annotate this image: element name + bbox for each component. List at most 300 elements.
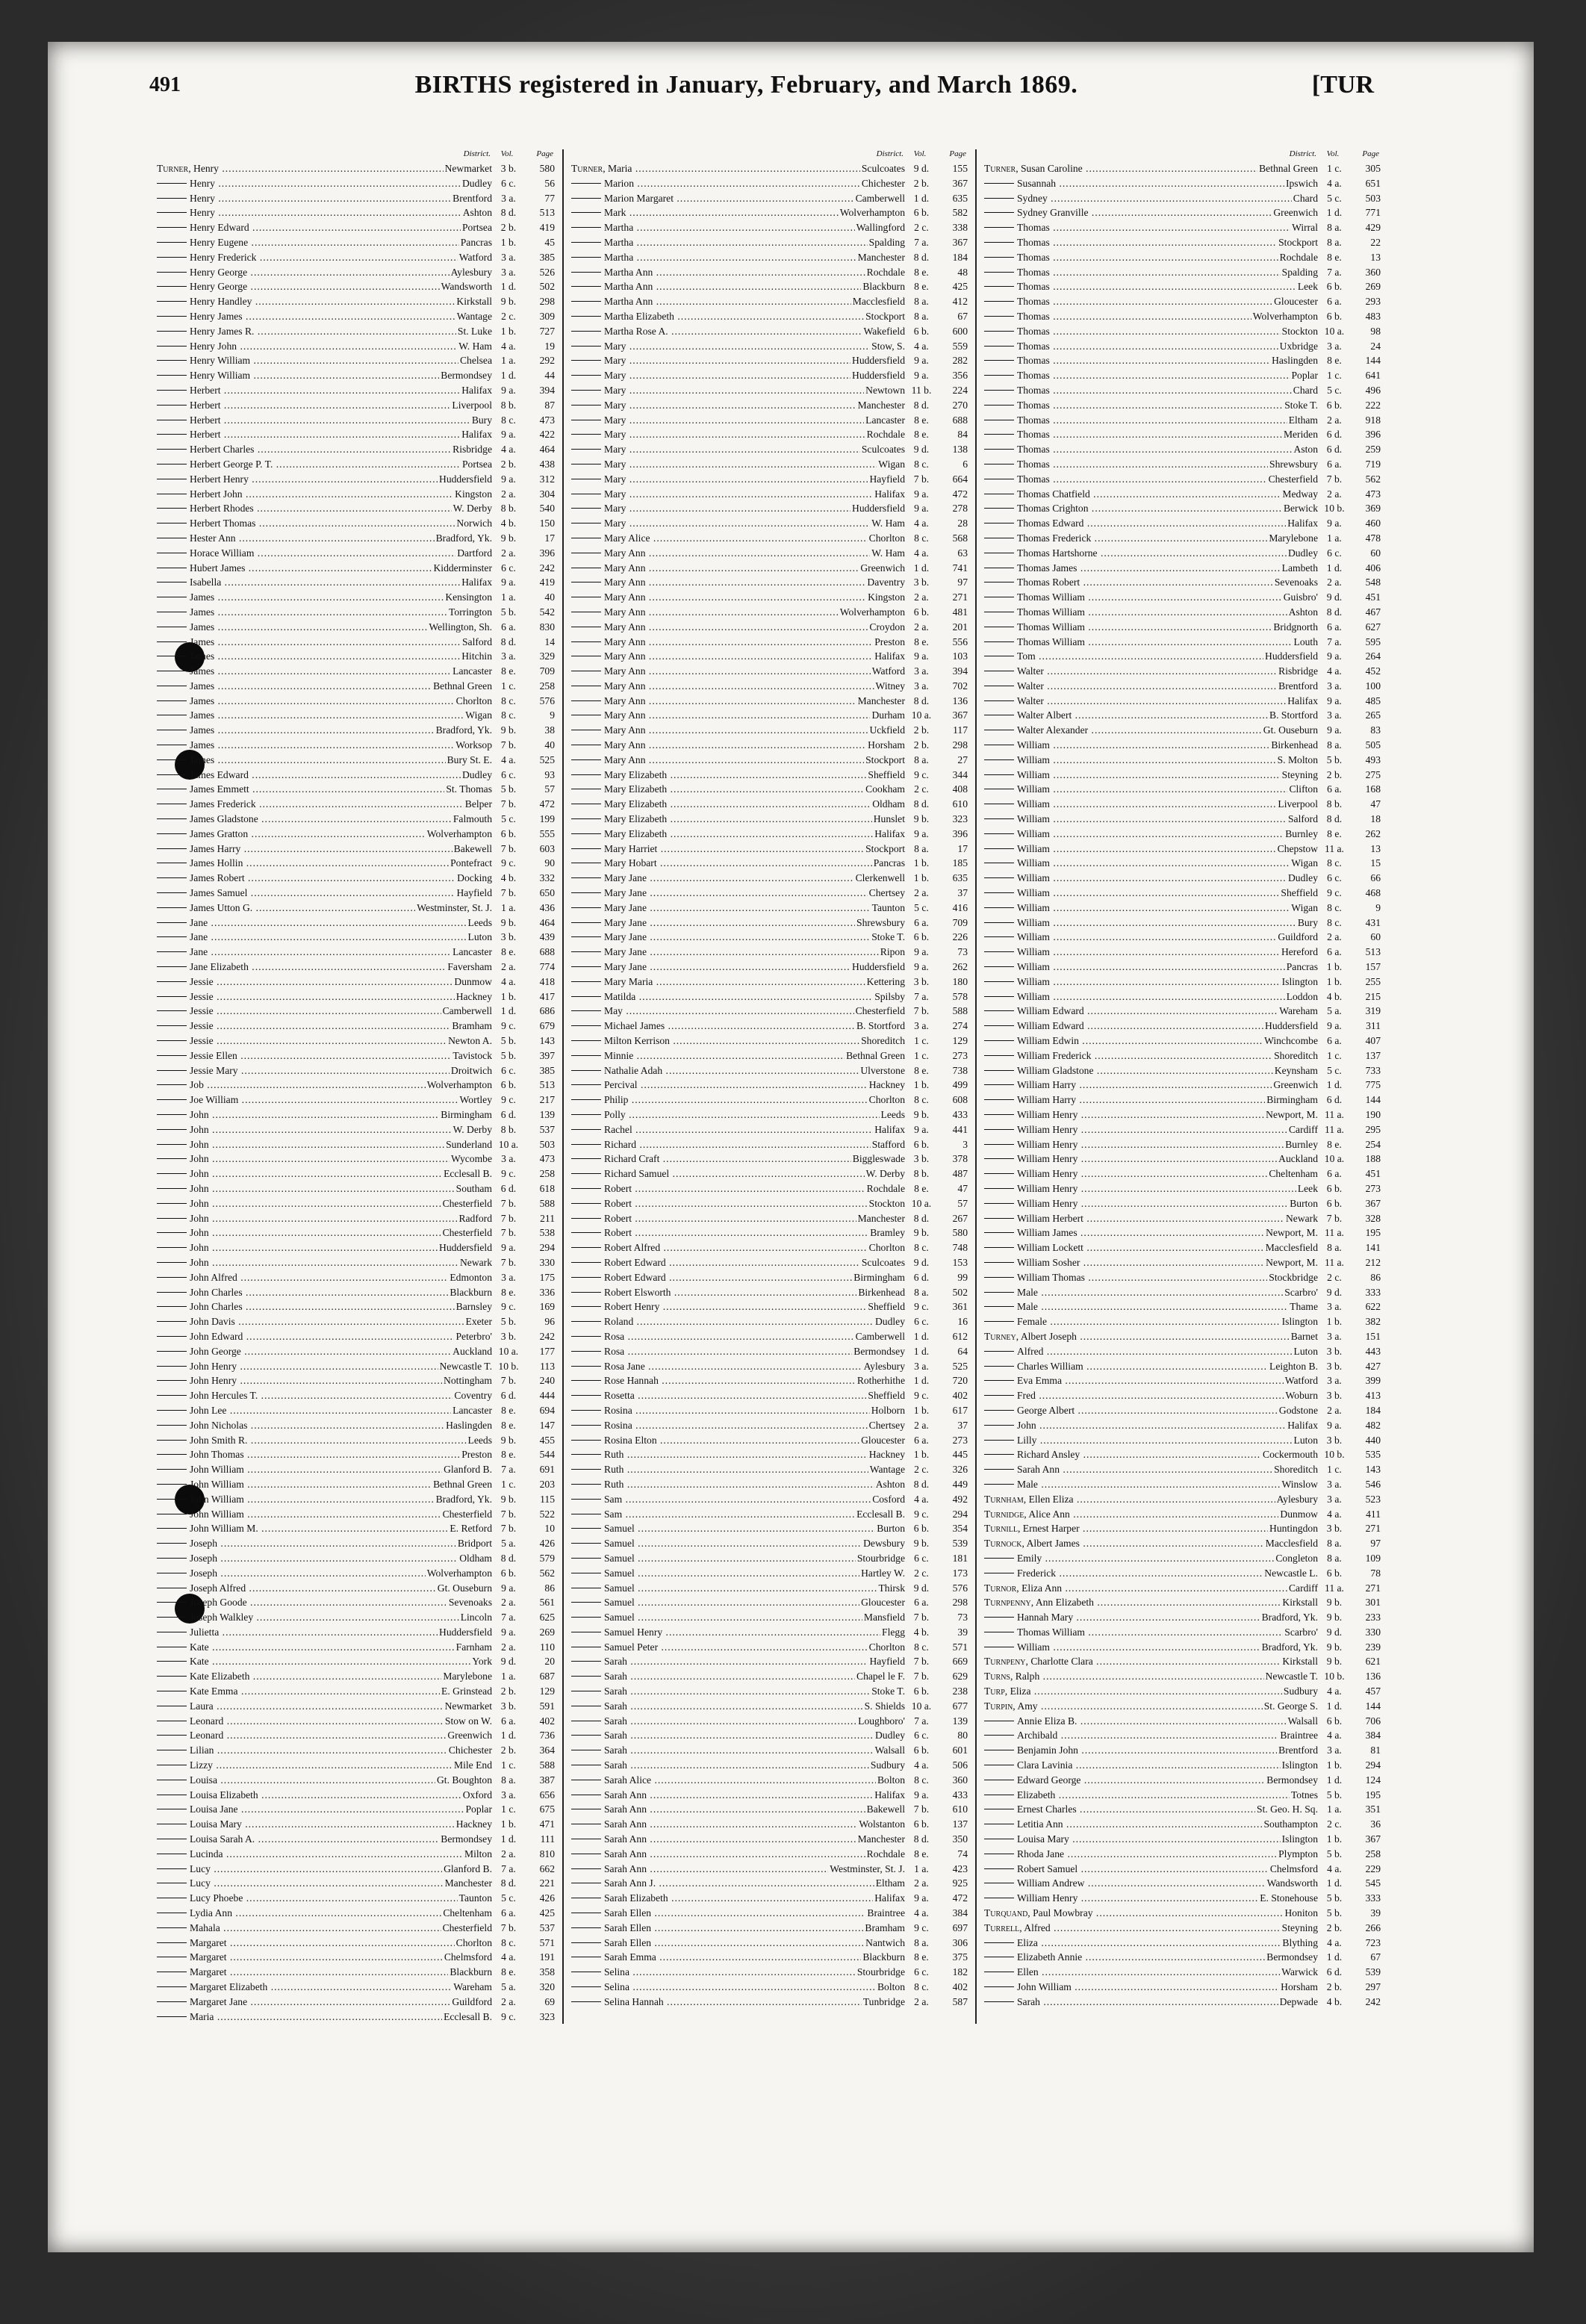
entry-vol: 1 c. [1327,163,1342,174]
entry-forename: William Andrew [1017,1877,1085,1889]
entry-name [157,1034,447,1048]
entry-name [984,605,1287,620]
entry-name [571,1093,868,1107]
entry-district: Uxbridge [1279,340,1318,352]
entry-page: 505 [1365,739,1381,751]
entry-vol: 6 c. [501,1064,516,1076]
entry-district: Preston [461,1449,492,1461]
entry-district: Sheffield [868,768,905,780]
entry-district: Bermondsey [441,370,492,382]
entry-name [984,1285,1283,1300]
entry-name [984,1876,1266,1891]
entry-page: 81 [1370,1744,1381,1756]
entry-forename: Sydney [1017,192,1048,204]
entry-district: Docking [457,872,492,884]
entry-name [984,1078,1272,1093]
entry-forename: Thomas [1017,222,1050,234]
entry-name [571,383,864,398]
entry-district: Hayfield [869,473,905,485]
entry-name [157,501,452,516]
entry-name [984,1817,1262,1832]
entry-district: Guildford [1278,931,1318,943]
entry-name [157,413,470,428]
register-entry [984,738,1381,753]
entry-name [157,886,455,901]
entry-page: 472 [952,1892,968,1904]
entry-district: Barnet [1290,1330,1318,1342]
entry-district: York [472,1656,492,1668]
entry-page: 304 [539,488,555,500]
ditto-dash [571,1558,601,1559]
entry-district: Chapel le F. [856,1671,905,1683]
entry-district: Kensington [445,591,492,603]
entry-page: 320 [539,1981,555,1993]
entry-page: 385 [539,251,555,263]
register-entry [157,575,555,590]
register-entry [571,1093,968,1107]
entry-forename: William [1017,990,1051,1002]
entry-page: 360 [952,1774,968,1786]
entry-forename: Mary Harriet [604,842,658,854]
entry-district: Shoreditch [1274,1464,1318,1476]
register-entry [984,324,1381,339]
entry-vol: 8 e. [914,1064,929,1076]
heading-page: Page [949,149,966,158]
entry-page: 600 [952,325,968,337]
ditto-dash [157,818,187,819]
entry-vol: 9 c. [914,768,929,780]
entry-page: 464 [539,444,555,456]
entry-name [571,1403,870,1418]
entry-name [157,975,453,989]
entry-forename: Sarah Ellen [604,1907,652,1919]
entry-vol: 6 d. [913,1271,930,1283]
entry-page: 157 [1365,961,1381,973]
entry-vol: 8 d. [500,636,517,647]
entry-name [157,856,449,871]
entry-page: 635 [952,192,968,204]
entry-page: 14 [544,636,555,647]
entry-page: 328 [1365,1212,1381,1224]
entry-page: 576 [539,695,555,706]
register-entry [157,768,555,783]
entry-forename: Sarah Emma [604,1951,656,1963]
entry-page: 144 [1365,355,1381,367]
entry-page: 173 [952,1567,968,1579]
entry-district: Hackney [868,1449,905,1461]
entry-forename: John [190,1197,209,1209]
entry-district: Barnsley [455,1301,492,1313]
entry-forename: Sarah Ellen [604,1921,652,1933]
ditto-dash [984,1469,1014,1470]
entry-vol: 5 b. [500,783,517,795]
entry-forename: Joe William [190,1094,239,1106]
entry-vol: 8 d. [913,1478,930,1490]
entry-district: Thame [1290,1301,1318,1313]
entry-forename: Lucy [190,1877,211,1889]
entry-name [571,501,850,516]
entry-name [984,561,1281,576]
entry-name [157,1980,452,1995]
entry-district: Winchcombe [1264,1035,1318,1047]
entry-name [571,1654,868,1669]
entry-vol: 6 a. [1327,296,1342,308]
register-entry [157,1536,555,1551]
entry-forename: William [1017,975,1051,987]
register-entry [984,886,1381,901]
entry-district: Bakewell [866,1803,905,1815]
entry-vol: 2 b. [500,458,517,470]
entry-page: 203 [539,1478,555,1490]
register-entry [157,708,555,723]
register-entry [157,1063,555,1078]
register-entry [984,1048,1381,1063]
entry-vol: 8 e. [914,1951,929,1963]
register-entry [984,1034,1381,1048]
entry-district: Bramham [865,1921,905,1933]
entry-district: Stockton [868,1197,905,1209]
entry-vol: 8 c. [501,709,516,721]
entry-page: 361 [952,1301,968,1313]
entry-vol: 4 a. [501,1951,516,1963]
ditto-dash [984,1321,1014,1322]
register-entry [984,398,1381,413]
ditto-dash [157,257,187,258]
entry-forename: Thomas [1017,473,1050,485]
entry-district: W. Derby [453,503,492,515]
entry-vol: 9 c. [914,1508,929,1520]
entry-forename: Fred [1017,1390,1036,1402]
entry-page: 129 [539,1685,555,1697]
entry-vol: 9 d. [1326,591,1343,603]
entry-surname: Turnor, [984,1582,1019,1594]
register-entry [984,1359,1381,1374]
entry-district: Biggleswade [852,1153,905,1165]
entry-forename: John William [190,1478,244,1490]
entry-district: Newark [1285,1212,1318,1224]
entry-vol: 7 b. [500,1227,517,1239]
entry-forename: John Smith R. [190,1434,248,1446]
entry-vol: 8 c. [914,1641,929,1653]
entry-vol: 3 a. [1327,1375,1342,1387]
entry-name [157,1344,451,1359]
entry-forename: Rosina Elton [604,1434,657,1446]
register-entry [571,1788,968,1803]
entry-district: Chichester [861,177,905,189]
entry-page: 709 [539,665,555,677]
register-entry [984,960,1381,975]
entry-district: Warwick [1281,1966,1318,1978]
entry-name [571,1270,852,1285]
entry-vol: 8 e. [1327,1138,1342,1150]
ditto-dash [984,1070,1014,1071]
ditto-dash [157,198,187,199]
ditto-dash [157,227,187,228]
entry-page: 66 [1370,872,1381,884]
entry-name [571,309,864,324]
entry-forename: William [1017,887,1051,899]
register-entry [571,1063,968,1078]
entry-name [984,1255,1264,1270]
entry-page: 417 [539,990,555,1002]
entry-district: Stockport [1278,236,1318,248]
register-entry [984,856,1381,871]
ditto-dash [571,1499,601,1500]
entry-name [157,487,453,502]
ditto-dash [157,1306,187,1307]
entry-page: 562 [1365,473,1381,485]
register-entry [571,1654,968,1669]
entry-vol: 8 d. [913,798,930,810]
entry-vol: 1 b. [1326,961,1343,973]
entry-page: 3 [963,1138,968,1150]
entry-district: Kidderminster [433,562,492,574]
register-entry [984,620,1381,635]
entry-page: 48 [957,266,968,278]
entry-page: 110 [540,1641,555,1653]
entry-forename: Charles William [1017,1360,1083,1372]
entry-district: Stourbridge [856,1966,905,1978]
register-entry [157,1344,555,1359]
entry-forename: Robert Samuel [1017,1862,1078,1874]
entry-name [157,1788,461,1803]
entry-forename: Albert James [1026,1538,1080,1550]
entry-district: Stow on W. [444,1715,492,1727]
ditto-dash [157,877,187,878]
entry-district: Leeds [467,1434,492,1446]
entry-name [571,1610,862,1625]
entry-page: 425 [539,1907,555,1919]
entry-forename: William [1017,842,1051,854]
register-entry [984,1285,1381,1300]
entry-page: 627 [1365,621,1381,633]
register-entry [984,1773,1381,1788]
entry-district: Portsea [461,222,492,234]
entry-name [571,1477,874,1492]
entry-vol: 9 b. [500,296,517,308]
register-entry [984,1004,1381,1019]
entry-vol: 5 b. [1326,1907,1343,1919]
entry-vol: 9 a. [914,1789,929,1801]
entry-page: 925 [952,1877,968,1889]
ditto-dash [157,892,187,893]
entry-district: Walsall [874,1744,905,1756]
ditto-dash [571,1025,601,1026]
entry-name [157,1743,447,1758]
entry-name [157,1477,432,1492]
entry-name [984,1048,1272,1063]
register-entry [984,205,1381,220]
entry-district: Burton [877,1523,905,1535]
entry-surname: Turner, [571,163,606,174]
entry-forename: Sarah Ann J. [604,1877,656,1889]
entry-vol: 5 a. [1327,1005,1342,1017]
entry-forename: William [1017,872,1051,884]
register-entry [984,1625,1381,1640]
register-entry [157,827,555,842]
entry-vol: 1 b. [500,990,517,1002]
entry-forename: Thomas [1017,266,1050,278]
ditto-dash [157,212,187,213]
entry-vol: 8 a. [914,1286,929,1298]
entry-vol: 9 a. [1327,1020,1342,1032]
entry-page: 472 [952,488,968,500]
entry-district: Rochdale [866,1848,905,1859]
register-entry [571,1433,968,1448]
entry-forename: Henry [190,192,215,204]
entry-district: Salford [1287,813,1318,825]
entry-forename: William Harry [1017,1094,1077,1106]
entry-vol: 8 e. [501,1966,516,1978]
register-entry [157,1980,555,1995]
entry-page: 406 [1365,562,1381,574]
ditto-dash [157,1528,187,1529]
entry-name [984,679,1277,694]
entry-forename: Thomas [1017,236,1050,248]
entry-vol: 8 d. [913,695,930,706]
entry-forename: John Davis [190,1316,235,1328]
entry-vol: 4 a. [914,518,929,529]
entry-name [984,1063,1273,1078]
entry-page: 384 [1365,1730,1381,1742]
register-entry [157,842,555,857]
entry-vol: 2 b. [913,724,930,736]
entry-page: 271 [952,591,968,603]
entry-forename: Rosetta [604,1390,635,1402]
entry-district: St. Geo. H. Sq. [1257,1803,1318,1815]
register-entry [157,1728,555,1743]
entry-forename: Hester Ann [190,532,236,544]
entry-vol: 6 d. [1326,1094,1343,1106]
entry-vol: 8 a. [1327,1242,1342,1254]
entry-page: 538 [539,1227,555,1239]
entry-forename: William [1017,754,1051,765]
ditto-dash [984,1114,1014,1115]
entry-name [984,250,1278,265]
register-entry [157,812,555,827]
register-entry [571,1122,968,1137]
entry-page: 546 [1365,1478,1381,1490]
entry-page: 28 [957,518,968,529]
entry-name [984,694,1286,709]
entry-district: Watford [871,665,905,677]
entry-vol: 6 c. [501,562,516,574]
entry-vol: 2 a. [501,1848,516,1859]
register-entry [571,1699,968,1714]
entry-name [571,1181,865,1196]
entry-forename: Mary Jane [604,931,647,943]
entry-vol: 7 a. [501,1464,516,1476]
register-entry [984,768,1381,783]
entry-page: 443 [1365,1345,1381,1357]
entry-name [984,472,1267,487]
entry-surname: Turrell, [984,1921,1022,1933]
entry-district: Stockbridge [1269,1271,1318,1283]
register-entry [571,812,968,827]
entry-forename: Sarah [604,1656,627,1668]
entry-name [157,1196,441,1211]
entry-name [571,649,873,664]
ditto-dash [984,405,1014,406]
entry-district: Wigan [878,458,905,470]
entry-name [984,383,1292,398]
entry-district: Newcastle T. [439,1360,492,1372]
entry-page: 332 [539,872,555,884]
entry-forename: Mary [604,399,626,411]
register-entry [157,945,555,960]
entry-vol: 9 a. [501,1242,516,1254]
entry-forename: Ellen Eliza [1028,1493,1074,1505]
register-entry [157,546,555,561]
entry-name [984,723,1262,738]
entry-district: Witney [875,680,905,692]
ditto-dash [571,1469,601,1470]
entry-name [571,1832,856,1847]
ditto-dash [157,1336,187,1337]
entry-page: 688 [952,414,968,426]
entry-forename: William Lockett [1017,1242,1083,1254]
entry-vol: 9 a. [914,1892,929,1904]
entry-forename: Thomas [1017,355,1050,367]
entry-name [984,1536,1264,1551]
entry-vol: 9 b. [913,813,930,825]
entry-name [571,205,839,220]
register-entry [157,1802,555,1817]
entry-page: 16 [957,1316,968,1328]
entry-page: 540 [539,503,555,515]
entry-district: Godstone [1278,1404,1318,1416]
entry-name [571,679,874,694]
register-entry [157,649,555,664]
entry-district: Lambeth [1281,562,1318,574]
entry-vol: 7 b. [913,1612,930,1624]
register-entry [571,1640,968,1655]
entry-district: Belper [464,798,492,810]
ditto-dash [157,759,187,760]
entry-forename: John [190,1123,209,1135]
entry-district: E. Retford [450,1523,492,1535]
entry-name [571,442,860,457]
entry-vol: 5 b. [1326,1892,1343,1904]
ditto-dash [984,1218,1014,1219]
entry-forename: Henry James [190,310,243,322]
entry-forename: Thomas [1017,310,1050,322]
ditto-dash [157,848,187,849]
entry-vol: 9 c. [501,857,516,869]
entry-district: Bakewell [453,842,492,854]
register-entry [571,1107,968,1122]
entry-district: Risbridge [453,444,492,456]
entry-district: Ecclesall B. [444,1168,492,1180]
entry-district: Hayfield [456,887,492,899]
entry-page: 181 [952,1552,968,1564]
entry-district: Leeds [880,1109,905,1120]
entry-name [984,1004,1278,1019]
ditto-dash [571,996,601,997]
register-entry [157,1255,555,1270]
entry-district: Bramley [870,1227,905,1239]
register-entry [157,635,555,650]
entry-district: Scarbro' [1284,1286,1318,1298]
entry-district: Gloucester [861,1597,905,1609]
entry-vol: 8 e. [501,946,516,958]
register-entry [157,1181,555,1196]
entry-page: 278 [952,503,968,515]
entry-forename: Albert Joseph [1020,1330,1077,1342]
entry-page: 17 [957,842,968,854]
entry-forename: Sarah [604,1700,627,1712]
entry-forename: Robert Elsworth [604,1286,671,1298]
